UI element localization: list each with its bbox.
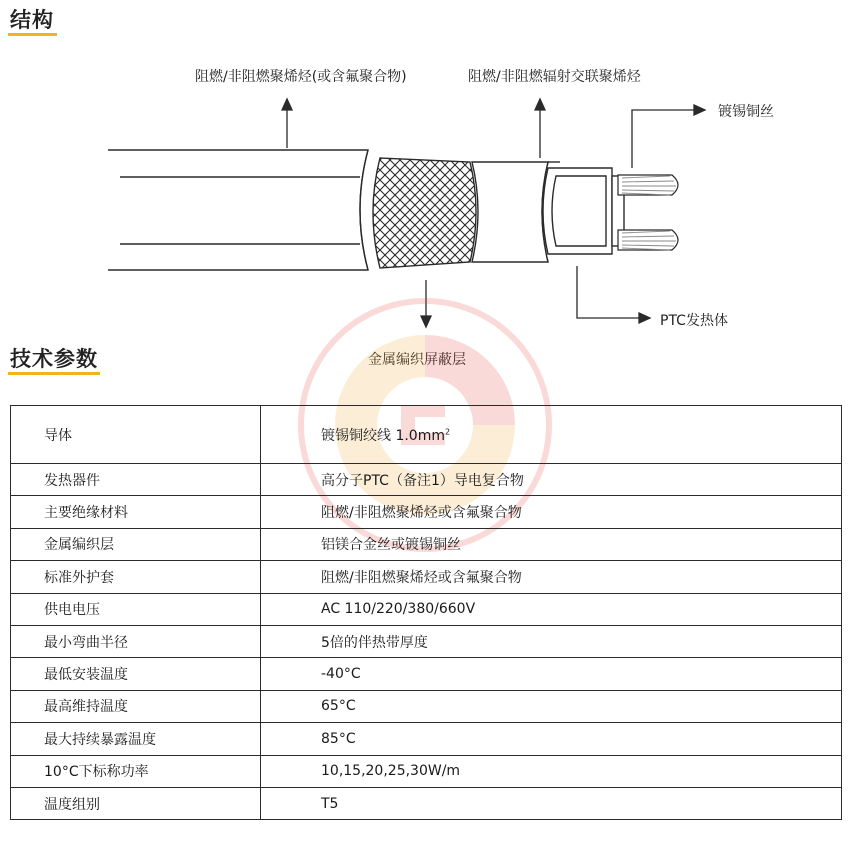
spec-value: AC 110/220/380/660V [261,593,842,625]
spec-label: 10°C下标称功率 [11,755,261,787]
spec-label: 供电电压 [11,593,261,625]
table-row [11,723,842,755]
label-inner-insulation: 阻燃/非阻燃辐射交联聚烯烃 [468,69,641,85]
table-row [11,561,842,593]
table-row [11,464,842,496]
spec-label: 导体 [11,406,261,464]
spec-value: 5倍的伴热带厚度 [261,625,842,657]
braid-shield [373,158,476,268]
structure-heading: 结构 [10,8,54,32]
spec-value: 阻燃/非阻燃聚烯烃或含氟聚合物 [261,561,842,593]
table-row [11,406,842,464]
spec-value: T5 [261,787,842,819]
conductor-bottom [618,230,678,250]
spec-label: 最大持续暴露温度 [11,723,261,755]
table-row [11,593,842,625]
ptc-core [543,168,624,254]
spec-value: -40°C [261,658,842,690]
spec-table [10,405,842,820]
label-ptc-element: PTC发热体 [660,313,728,329]
cable-structure-diagram [0,0,850,340]
table-row [11,755,842,787]
conductor-wires [618,175,678,250]
table-row [11,690,842,722]
spec-label: 金属编织层 [11,528,261,560]
table-row [11,658,842,690]
table-row [11,787,842,819]
spec-label: 最低安装温度 [11,658,261,690]
spec-value: 65°C [261,690,842,722]
table-row [11,528,842,560]
label-outer-sheath: 阻燃/非阻燃聚烯烃(或含氟聚合物) [195,69,407,85]
spec-label: 最小弯曲半径 [11,625,261,657]
spec-value: 高分子PTC（备注1）导电复合物 [261,464,842,496]
spec-label: 主要绝缘材料 [11,496,261,528]
label-conductor: 镀锡铜丝 [718,104,774,120]
spec-value: 铝镁合金丝或镀锡铜丝 [261,528,842,560]
spec-label: 标准外护套 [11,561,261,593]
label-braid-shield: 金属编织屏蔽层 [368,352,466,368]
conductor-top [618,175,678,195]
spec-label: 最高维持温度 [11,690,261,722]
table-row [11,625,842,657]
spec-label: 温度组别 [11,787,261,819]
spec-value: 镀锡铜绞线 $1.0mm^2$ [261,406,842,464]
spec-label: 发热器件 [11,464,261,496]
table-row [11,496,842,528]
specs-heading: 技术参数 [10,347,98,371]
spec-value: 10,15,20,25,30W/m [261,755,842,787]
specs-heading-underline [8,372,100,375]
spec-value: 85°C [261,723,842,755]
outer-sheath [108,150,368,270]
spec-value: 阻燃/非阻燃聚烯烃或含氟聚合物 [261,496,842,528]
